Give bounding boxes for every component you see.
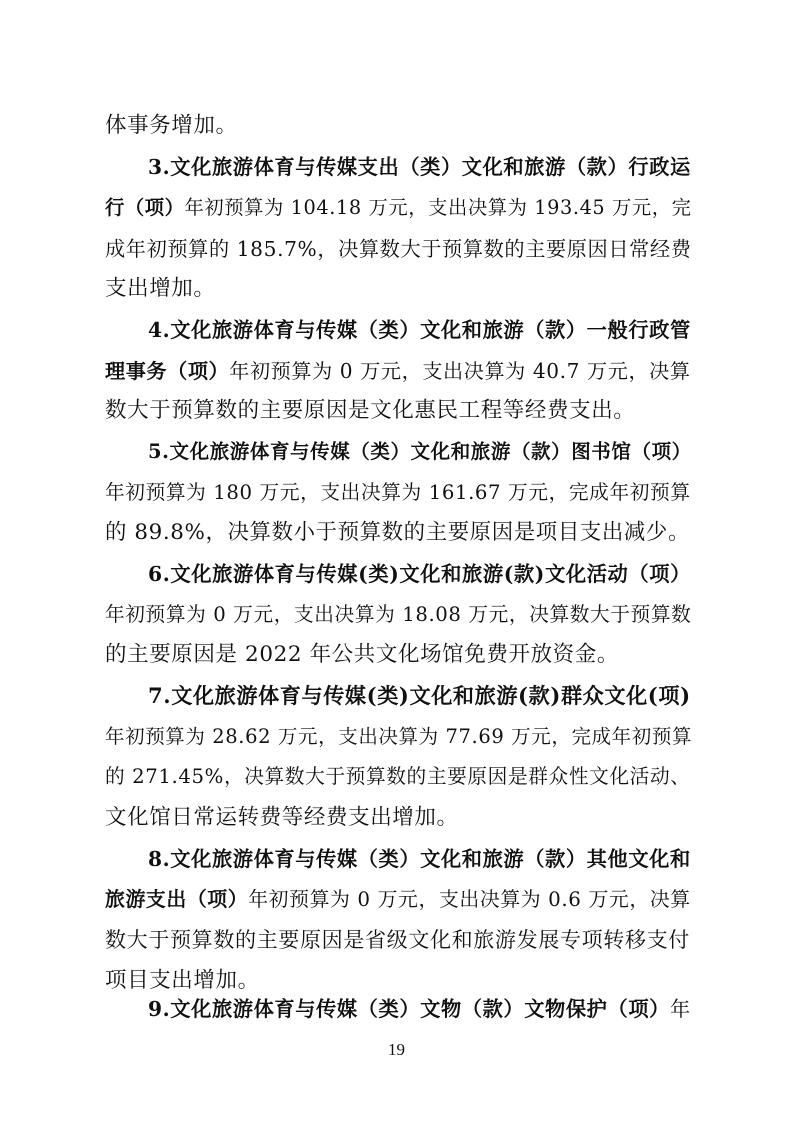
paragraph-line xyxy=(105,520,690,546)
line-text: 年初预算为 0 万元，支出决算为 18.08 万元，决算数大于预算数 xyxy=(105,603,692,626)
paragraph-line xyxy=(148,846,691,872)
paragraph-line xyxy=(105,642,619,668)
item-heading: 3.文化旅游体育与传媒支出（类）文化和旅游（款）行政运 xyxy=(148,155,691,179)
paragraph-line xyxy=(105,927,690,953)
item-heading: 6.文化旅游体育与传媒(类)文化和旅游(款)文化活动（项） xyxy=(148,562,692,586)
paragraph-line xyxy=(105,886,691,913)
line-text: 年 xyxy=(669,997,691,1021)
item-heading: 5.文化旅游体育与传媒（类）文化和旅游（款）图书馆（项） xyxy=(148,440,692,463)
paragraph-line xyxy=(105,480,691,506)
line-text: 年初预算为 104.18 万元，支出决算为 193.45 万元，完 xyxy=(184,196,692,219)
line-text: 数大于预算数的主要原因是文化惠民工程等经费支出。 xyxy=(105,398,636,423)
line-text: 成年初预算的 185.7%，决算数大于预算数的主要原因日常经费 xyxy=(105,237,692,261)
paragraph-line xyxy=(105,113,238,139)
line-text: 的主要原因是 2022 年公共文化场馆免费开放资金。 xyxy=(105,642,619,667)
item-heading: 9.文化旅游体育与传媒（类）文物（款）文物保护（项） xyxy=(148,997,670,1021)
line-text: 年初预算为 0 万元，支出决算为 0.6 万元，决算 xyxy=(248,888,691,911)
paragraph-line xyxy=(105,805,459,831)
line-text: 项目支出增加。 xyxy=(105,968,260,993)
line-text: 年初预算为 0 万元，支出决算为 40.7 万元，决算 xyxy=(229,359,691,383)
paragraph-line xyxy=(105,195,692,221)
line-text: 年初预算为 28.62 万元，支出决算为 77.69 万元，完成年初预算 xyxy=(105,725,693,748)
item-heading: 7.文化旅游体育与传媒(类)文化和旅游(款)群众文化(项) xyxy=(148,683,691,708)
line-text: 的 271.45%，决算数大于预算数的主要原因是群众性文化活动、 xyxy=(105,765,691,788)
paragraph-line xyxy=(105,358,691,384)
item-heading: 理事务（项） xyxy=(105,359,230,383)
paragraph-line xyxy=(105,236,692,262)
paragraph-line xyxy=(148,317,691,343)
paragraph-line xyxy=(105,602,691,628)
line-text: 年初预算为 180 万元，支出决算为 161.67 万元，完成年初预算 xyxy=(105,481,691,504)
paragraph-line xyxy=(148,439,692,465)
paragraph-line xyxy=(148,683,691,709)
paragraph-line xyxy=(105,398,635,424)
paragraph-line xyxy=(105,724,692,750)
line-text: 的 89.8%，决算数小于预算数的主要原因是项目支出减少。 xyxy=(105,520,690,545)
paragraph-line xyxy=(105,276,216,302)
line-text: 文化馆日常运转费等经费支出增加。 xyxy=(105,805,459,830)
item-heading: 行（项） xyxy=(105,196,185,219)
line-text: 支出增加。 xyxy=(105,276,216,301)
paragraph-line xyxy=(148,996,691,1022)
paragraph-line xyxy=(105,968,260,994)
paragraph-line xyxy=(148,561,691,587)
line-text: 体事务增加。 xyxy=(105,113,238,138)
item-heading: 8.文化旅游体育与传媒（类）文化和旅游（款）其他文化和 xyxy=(148,847,691,871)
page-number: 19 xyxy=(388,1040,405,1059)
paragraph-line xyxy=(148,154,691,180)
paragraph-line xyxy=(105,764,691,790)
item-heading: 4.文化旅游体育与传媒（类）文化和旅游（款）一般行政管 xyxy=(148,318,691,342)
line-text: 数大于预算数的主要原因是省级文化和旅游发展专项转移支付 xyxy=(105,927,690,952)
item-heading: 旅游支出（项） xyxy=(105,887,249,911)
